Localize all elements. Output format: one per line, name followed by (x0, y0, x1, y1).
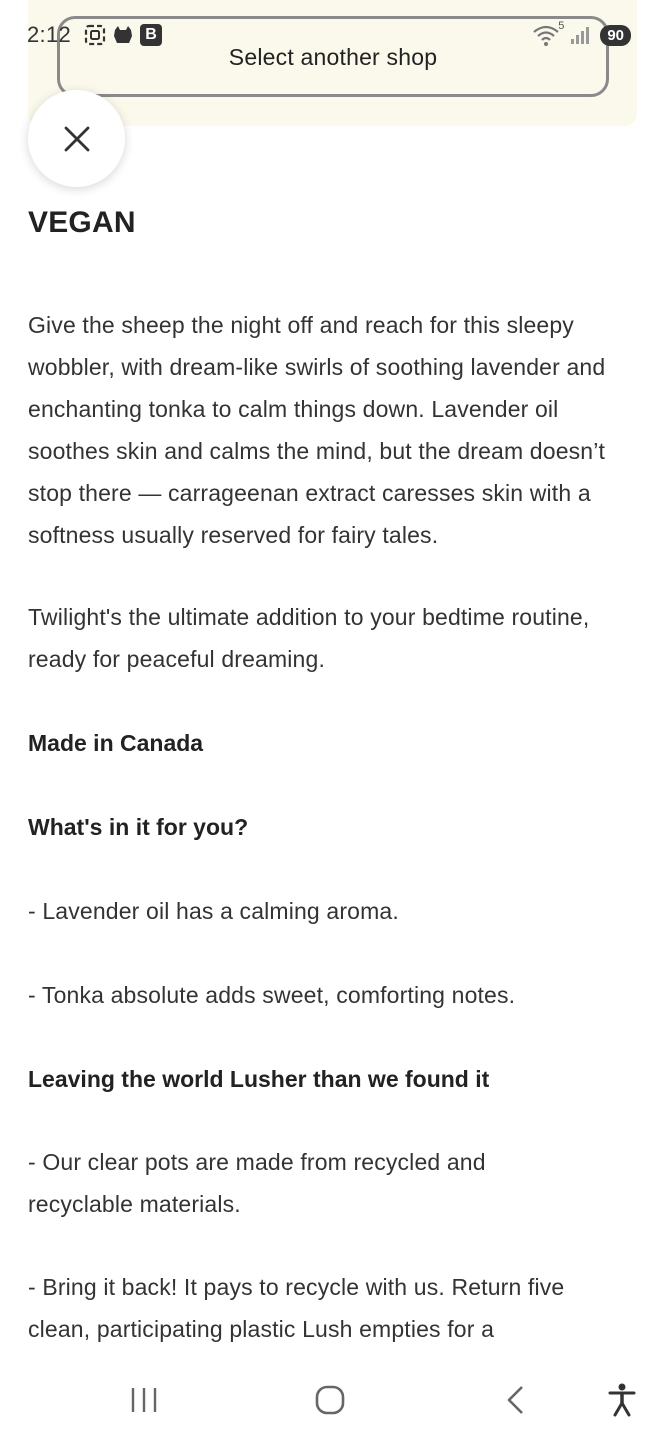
close-icon (62, 124, 92, 154)
whats-in-it-heading: What's in it for you? (28, 814, 249, 840)
back-button[interactable] (491, 1380, 541, 1420)
battery-indicator: 90 (600, 25, 631, 46)
product-description (28, 200, 643, 1342)
sustainability-item: - Bring it back! It pays to recycle with us. Return five clean, participating plastic Lush empties for a (28, 1274, 565, 1342)
back-icon (504, 1384, 528, 1416)
made-in-label: Made in Canada (28, 730, 204, 756)
description-paragraph: Give the sheep the night off and reach for this sleepy wobbler, with dream-like swirls of soothing lavender and enchanting tonka to calm things down. Lavender oil soothes skin and calms the mind, but the dream doesn’t stop there — carrageenan extract caresses skin with a softness usually reserved for fairy tales. (28, 312, 606, 548)
home-button[interactable] (305, 1380, 355, 1420)
status-time: 2:12 (27, 22, 72, 47)
screenshot-icon (84, 24, 106, 46)
close-button[interactable] (28, 90, 125, 187)
wifi-icon (532, 20, 565, 46)
cat-icon (112, 24, 134, 46)
recent-apps-icon (129, 1386, 159, 1414)
recent-apps-button[interactable] (119, 1380, 169, 1420)
description-paragraph: Twilight's the ultimate addition to your bedtime routine, ready for peaceful dreaming. (28, 604, 590, 672)
benefit-item: - Lavender oil has a calming aroma. (28, 898, 399, 924)
home-icon (314, 1384, 346, 1416)
b-badge-icon: B (140, 24, 162, 46)
accessibility-icon (608, 1383, 636, 1417)
signal-icon (570, 25, 592, 45)
wifi-band-label: 5 (558, 20, 565, 32)
benefit-item: - Tonka absolute adds sweet, comforting notes. (28, 982, 516, 1008)
accessibility-button[interactable] (597, 1380, 647, 1420)
status-icons-right (532, 20, 631, 46)
vegan-heading: VEGAN (28, 206, 136, 239)
status-bar (0, 0, 665, 72)
sustainability-heading: Leaving the world Lusher than we found it (28, 1066, 490, 1092)
select-another-shop-label: Select another shop (228, 44, 438, 70)
status-icons-left (84, 24, 162, 46)
sustainability-item: - Our clear pots are made from recycled and recyclable materials. (28, 1149, 486, 1217)
system-nav-bar (0, 1360, 665, 1440)
